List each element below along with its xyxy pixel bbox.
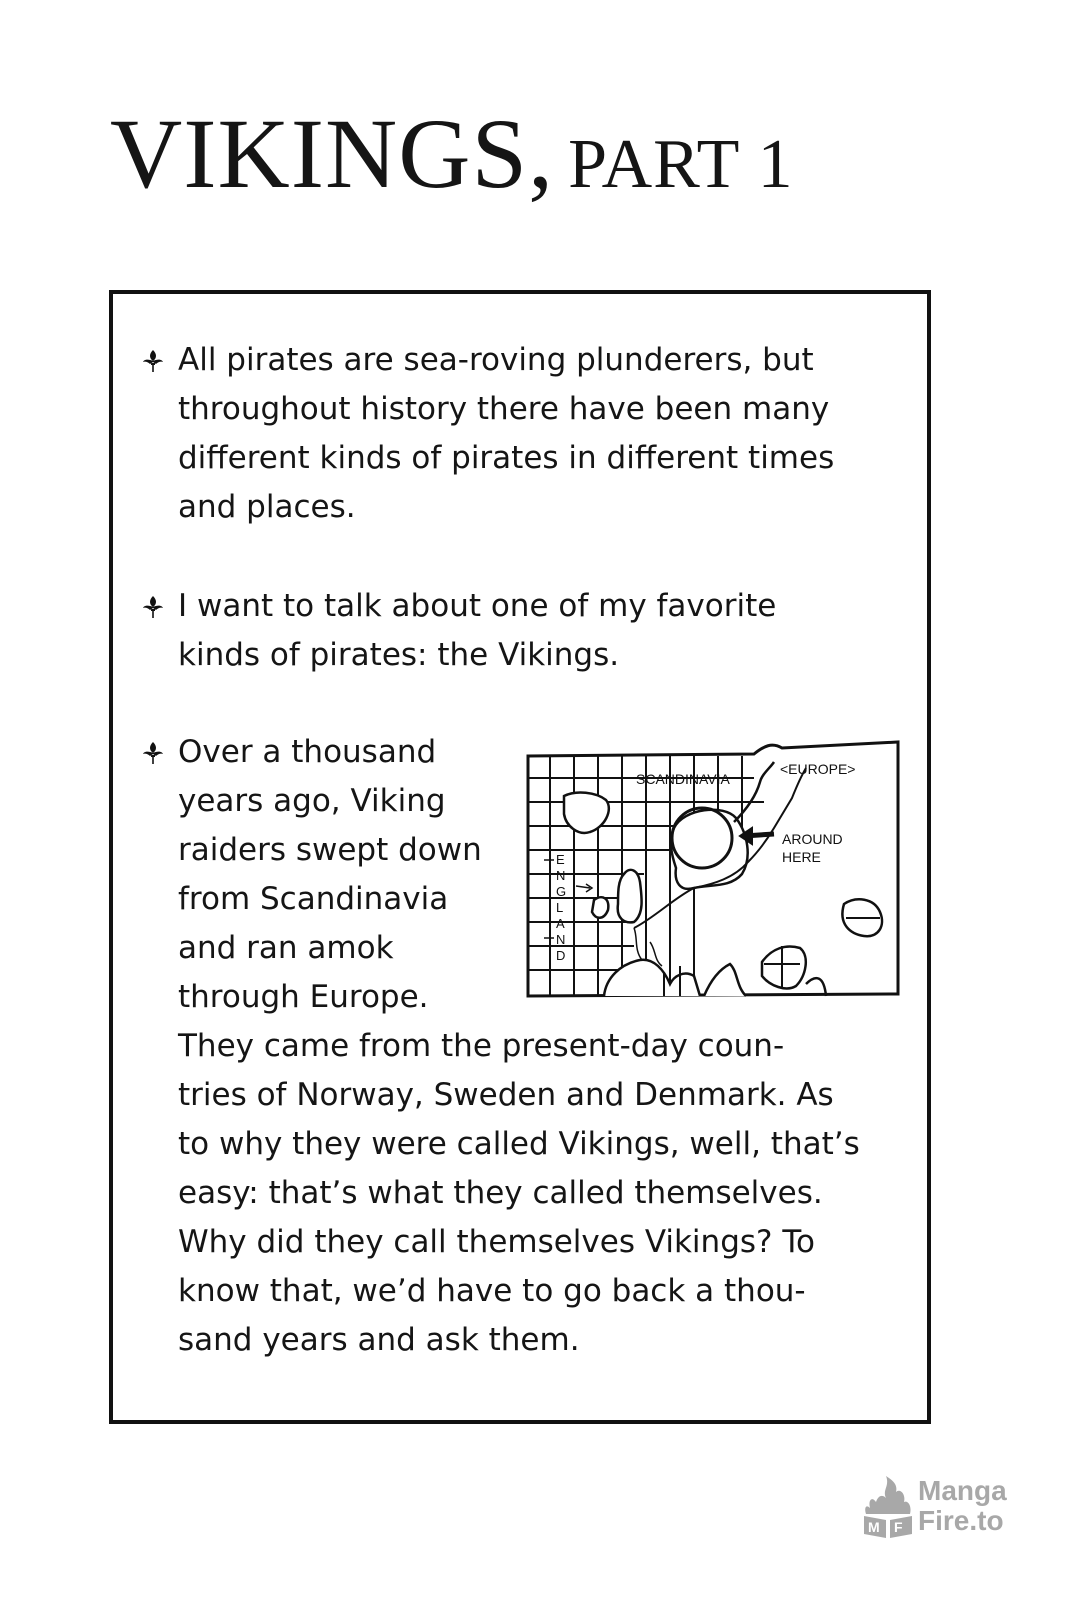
paragraph-line: and places. [178, 489, 356, 525]
map-label-europe: <EUROPE> [780, 761, 856, 777]
watermark-line-2: Fire.to [918, 1505, 1004, 1536]
fleur-de-lis-bullet-icon [140, 728, 168, 777]
paragraph-1 [178, 336, 898, 532]
fleur-de-lis-bullet-icon [140, 582, 168, 631]
map-label-england [556, 852, 566, 963]
paragraph-line: All pirates are sea-roving plunderers, but [178, 342, 814, 378]
paragraph-line: know that, we’d have to go back a thou- [178, 1273, 806, 1309]
paragraph-line: through Europe. [178, 979, 429, 1015]
paragraph-line: from Scandinavia [178, 881, 449, 917]
england-letter: D [556, 948, 566, 963]
paragraph-line: different kinds of pirates in different times [178, 440, 835, 476]
map-label-around: AROUND [782, 831, 843, 847]
watermark-line-1: Manga [918, 1475, 1007, 1506]
map-label-scandinavia: SCANDINAVIA [636, 771, 730, 787]
paragraph-line: and ran amok [178, 930, 394, 966]
england-letter: A [556, 916, 565, 931]
svg-text:M: M [868, 1519, 880, 1535]
title-main: VIKINGS, [110, 98, 555, 209]
england-letter: N [556, 932, 566, 947]
page-title [110, 96, 794, 211]
paragraph-line: raiders swept down [178, 832, 482, 868]
title-sub: PART 1 [568, 126, 794, 203]
paragraph-line: Over a thousand [178, 734, 437, 770]
england-letter: E [556, 852, 565, 867]
paragraph-line: tries of Norway, Sweden and Denmark. As [178, 1077, 834, 1113]
watermark-text [918, 1476, 1007, 1536]
paragraph-line: I want to talk about one of my favorite [178, 588, 777, 624]
paragraph-line: Why did they call themselves Vikings? To [178, 1224, 815, 1260]
paragraph-line: to why they were called Vikings, well, that’s [178, 1126, 860, 1162]
fleur-de-lis-bullet-icon [140, 336, 168, 385]
paragraph-line: kinds of pirates: the Vikings. [178, 637, 620, 673]
england-letter: L [556, 900, 564, 915]
england-letter: G [556, 884, 567, 899]
paragraph-line: years ago, Viking [178, 783, 446, 819]
paragraph-line: sand years and ask them. [178, 1322, 580, 1358]
map-label-here: HERE [782, 849, 821, 865]
paragraph-line: easy: that’s what they called themselves. [178, 1175, 823, 1211]
paragraph-2 [178, 582, 898, 680]
flame-book-icon [860, 1474, 916, 1540]
england-letter: N [556, 868, 566, 883]
europe-map-illustration [524, 738, 902, 1000]
paragraph-line: They came from the present-day coun- [178, 1028, 785, 1064]
mangafire-watermark-logo [860, 1474, 1030, 1544]
paragraph-line: throughout history there have been many [178, 391, 830, 427]
svg-text:F: F [894, 1519, 903, 1535]
